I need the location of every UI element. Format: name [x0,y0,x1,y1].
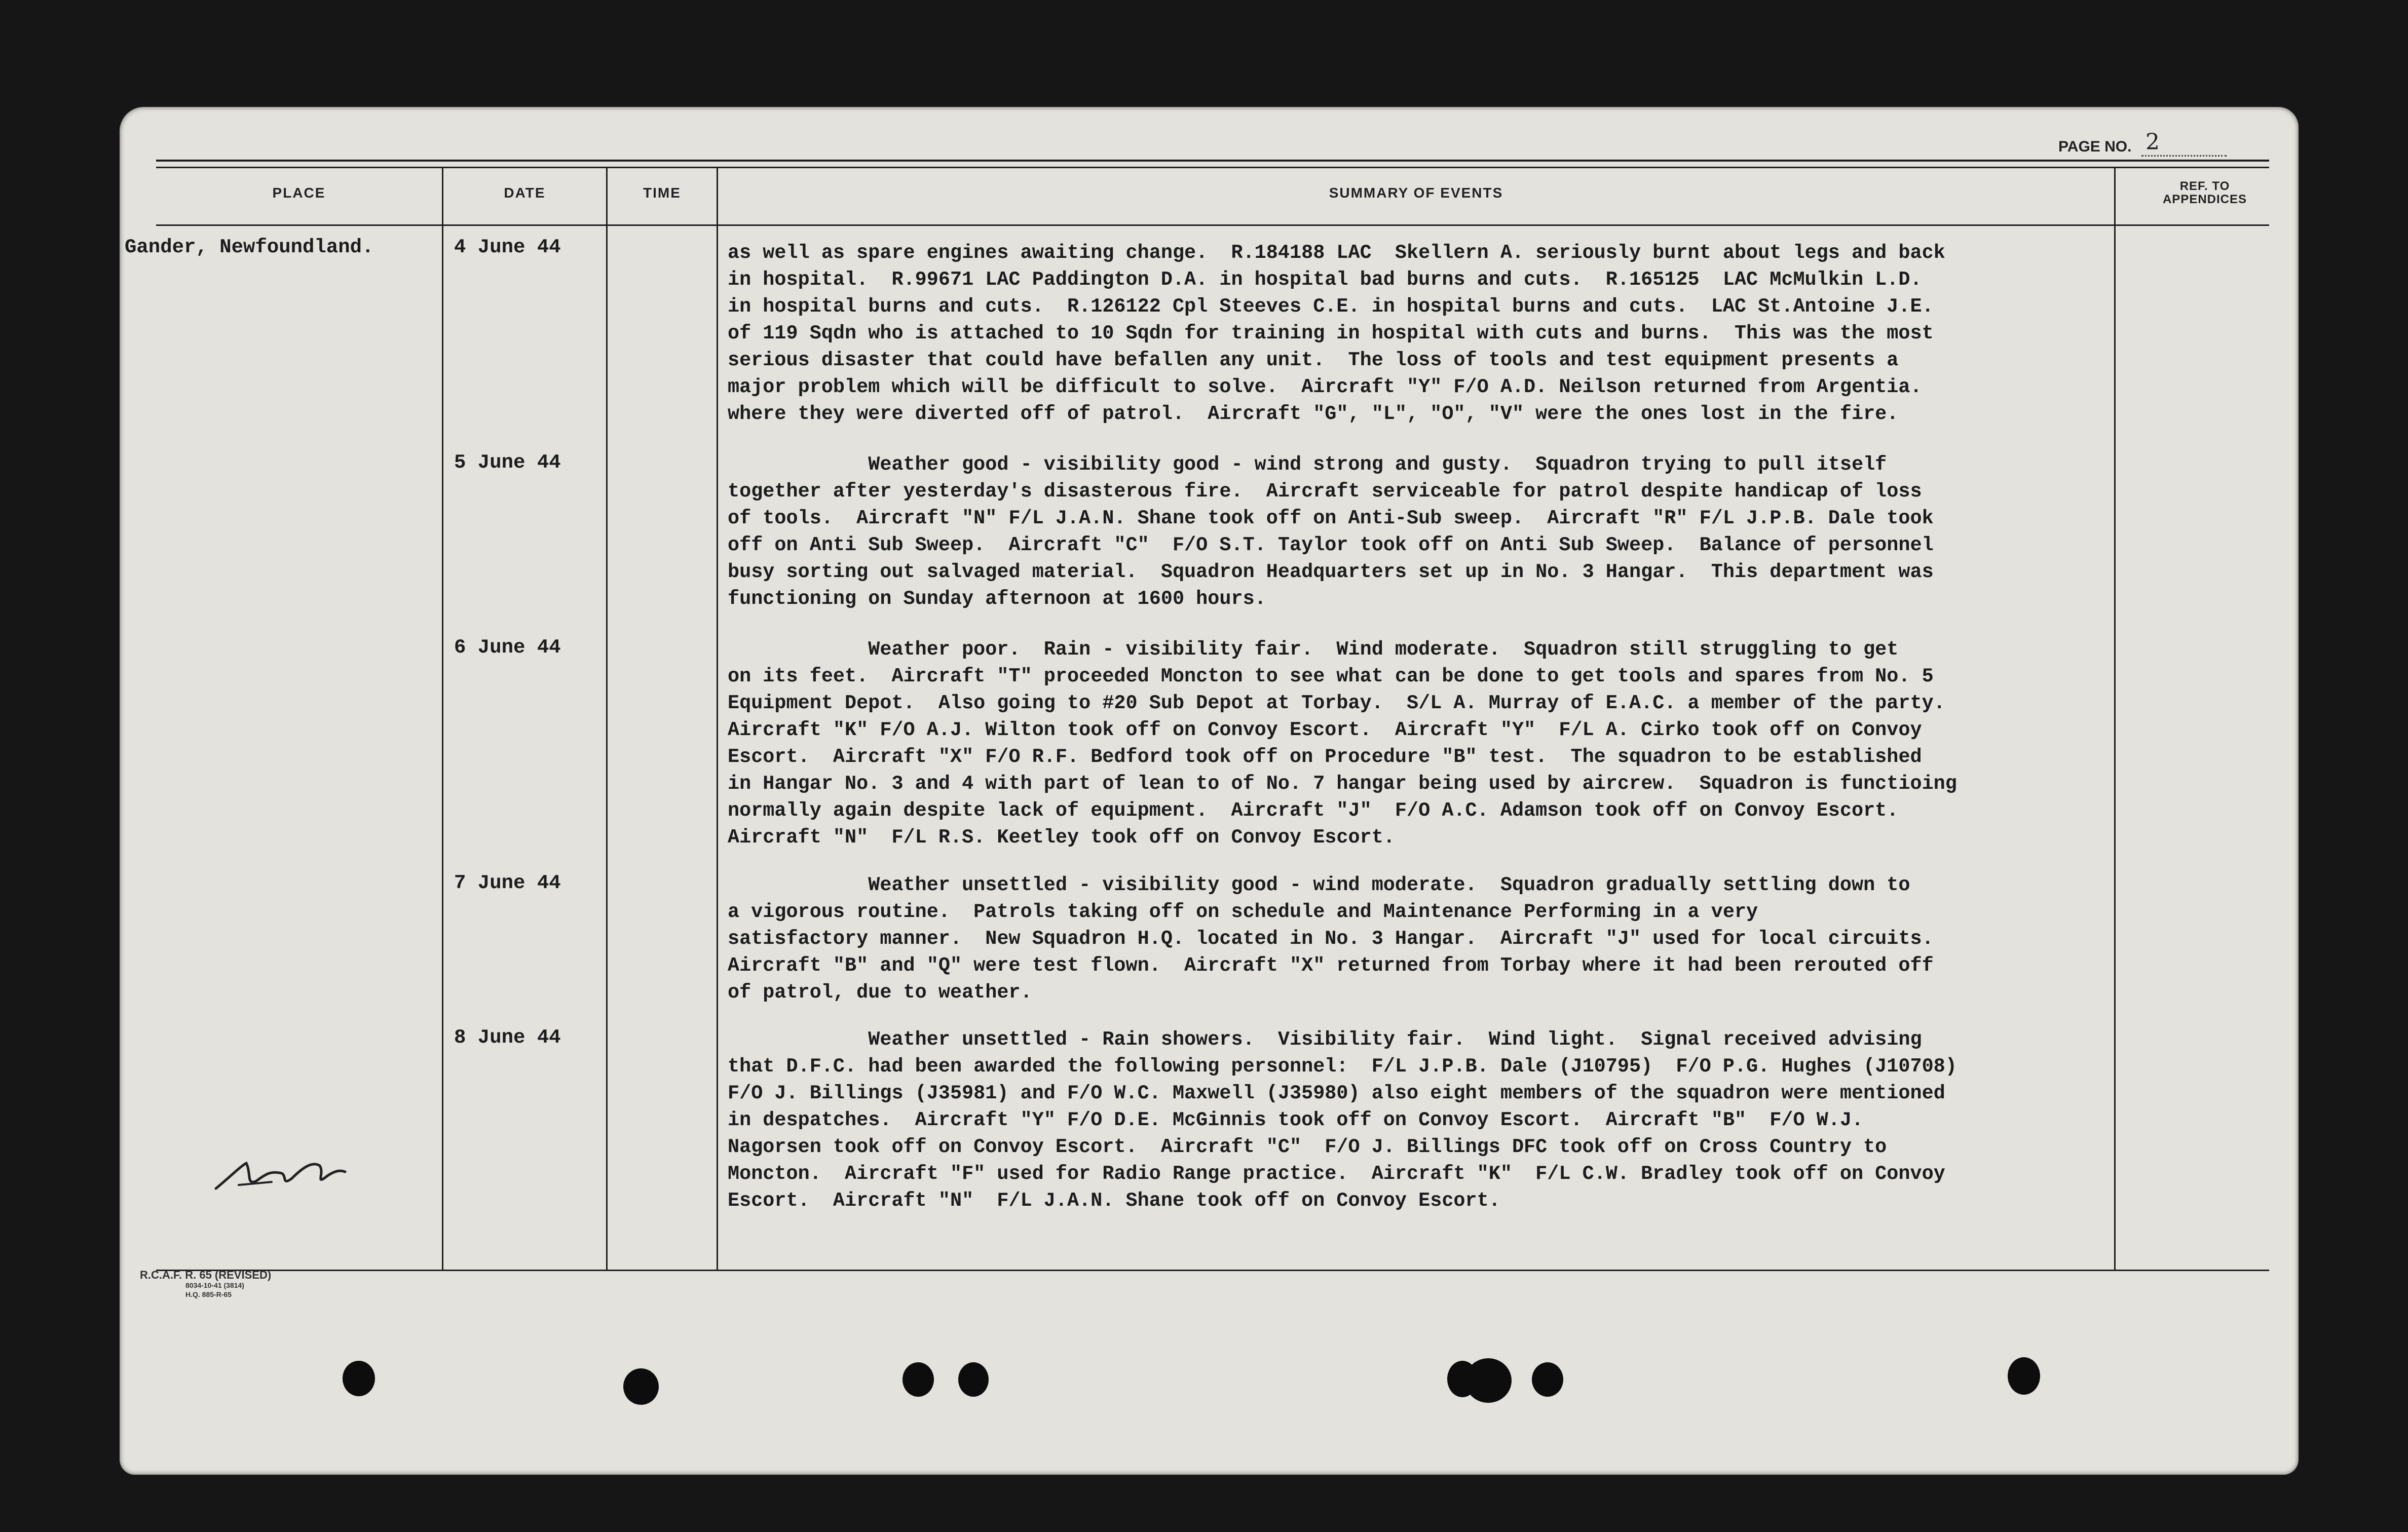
form-hq-code: H.Q. 885-R-65 [185,1290,232,1298]
entry-date: 8 June 44 [454,1026,561,1049]
entry-date: 6 June 44 [454,636,561,659]
header-date: DATE [504,185,546,201]
header-summary: SUMMARY OF EVENTS [1329,185,1503,201]
punch-hole [902,1362,934,1397]
entry-date: 4 June 44 [454,236,561,258]
top-double-rule [156,160,2269,162]
punch-hole [1465,1358,1512,1403]
entry-summary: Weather poor. Rain - visibility fair. Wind moderate. Squadron still struggling to get on its feet. Aircraft "T" proceeded Moncton to see what can be done to get tools and spares from No. 5 Equipment Depot. Also going to #20 Sub Depot at Torbay. S/L A. Murray of E.A.C. a member of the party. Aircraft "K" F/O A.J. Wilton took off on Convoy Escort. Aircraft "Y" F/L A. Cirko took off on Convoy Escort. Aircraft "X" F/O R.F. Bedford took off on Procedure "B" test. The squadron to be established in Hangar No. 3 and 4 with part of lean to of No. 7 hangar being used by aircrew. Squadron is functioing normally again despite lack of equipment. Aircraft "J" F/O A.C. Adamson took off on Convoy Escort. Aircraft "N" F/L R.S. Keetley took off on Convoy Escort. [728,638,1957,849]
punch-hole [958,1362,989,1397]
handwritten-initials [211,1145,353,1206]
page-number: 2 [2141,129,2227,157]
form-reference [140,1270,271,1299]
page-number-label: PAGE NO. [2058,138,2132,155]
punch-hole [623,1368,659,1405]
punch-hole [343,1361,375,1396]
header-ref-appendices: REF. TO APPENDICES [2162,179,2247,206]
header-bottom-rule [156,224,2269,226]
entry-date: 7 June 44 [454,872,561,894]
top-rule-inner [156,167,2269,168]
column-rule-time [717,167,718,1270]
form-number: R.C.A.F. R. 65 (REVISED) [140,1269,272,1281]
entry-summary: Weather good - visibility good - wind strong and gusty. Squadron trying to pull itself together after yesterday's disasterous fire. Aircraft serviceable for patrol despite handicap of loss of tools. Aircraft "N" F/L J.A.N. Shane took off on Anti-Sub sweep. Aircraft "R" F/L J.P.B. Dale took off on Anti Sub Sweep. Aircraft "C" F/O S.T. Taylor took off on Anti Sub Sweep. Balance of personnel busy sorting out salvaged material. Squadron Headquarters set up in No. 3 Hangar. This department was functioning on Sunday afternoon at 1600 hours. [728,453,1934,610]
column-rule-place [442,167,443,1270]
ledger-page [120,107,2299,1475]
entry-date: 5 June 44 [454,451,561,474]
punch-hole [2008,1357,2040,1395]
bottom-rule [156,1270,2269,1271]
punch-hole [1532,1362,1563,1397]
entry-summary: as well as spare engines awaiting change. R.184188 LAC Skellern A. seriously burnt about legs and back in hospital. R.99671 LAC Paddington D.A. in hospital bad burns and cuts. R.165125 LAC McMulkin L.D. in hospital burns and cuts. R.126122 Cpl Steeves C.E. in hospital burns and cuts. LAC St.Antoine J.E. of 119 Sqdn who is attached to 10 Sqdn for training in hospital with cuts and burns. This was the most serious disaster that could have befallen any unit. The loss of tools and test equipment presents a major problem which will be difficult to solve. Aircraft "Y" F/O A.D. Neilson returned from Argentia. where they were diverted off of patrol. Aircraft "G", "L", "O", "V" were the ones lost in the fire. [728,242,1945,425]
form-print-code: 8034-10-41 (3814) [185,1281,244,1289]
entry-summary: Weather unsettled - Rain showers. Visibility fair. Wind light. Signal received advising that D.F.C. had been awarded the following personnel: F/L J.P.B. Dale (J10795) F/O P.G. Hughes (J10708) F/O J. Billings (J35981) and F/O W.C. Maxwell (J35980) also eight members of the squadron were mentioned in despatches. Aircraft "Y" F/O D.E. McGinnis took off on Convoy Escort. Aircraft "B" F/O W.J. Nagorsen took off on Convoy Escort. Aircraft "C" F/O J. Billings DFC took off on Cross Country to Moncton. Aircraft "F" used for Radio Range practice. Aircraft "K" F/L C.W. Bradley took off on Convoy Escort. Aircraft "N" F/L J.A.N. Shane took off on Convoy Escort. [728,1028,1957,1212]
place-text: Gander, Newfoundland. [125,236,374,258]
header-time: TIME [643,185,681,201]
header-place: PLACE [272,185,326,201]
entry-summary: Weather unsettled - visibility good - wind moderate. Squadron gradually settling down to a vigorous routine. Patrols taking off on schedule and Maintenance Performing in a very satisfactory manner. New Squadron H.Q. located in No. 3 Hangar. Aircraft "J" used for local circuits. Aircraft "B" and "Q" were test flown. Aircraft "X" returned from Torbay where it had been rerouted off of patrol, due to weather. [728,874,1934,1004]
column-rule-date [606,167,608,1270]
